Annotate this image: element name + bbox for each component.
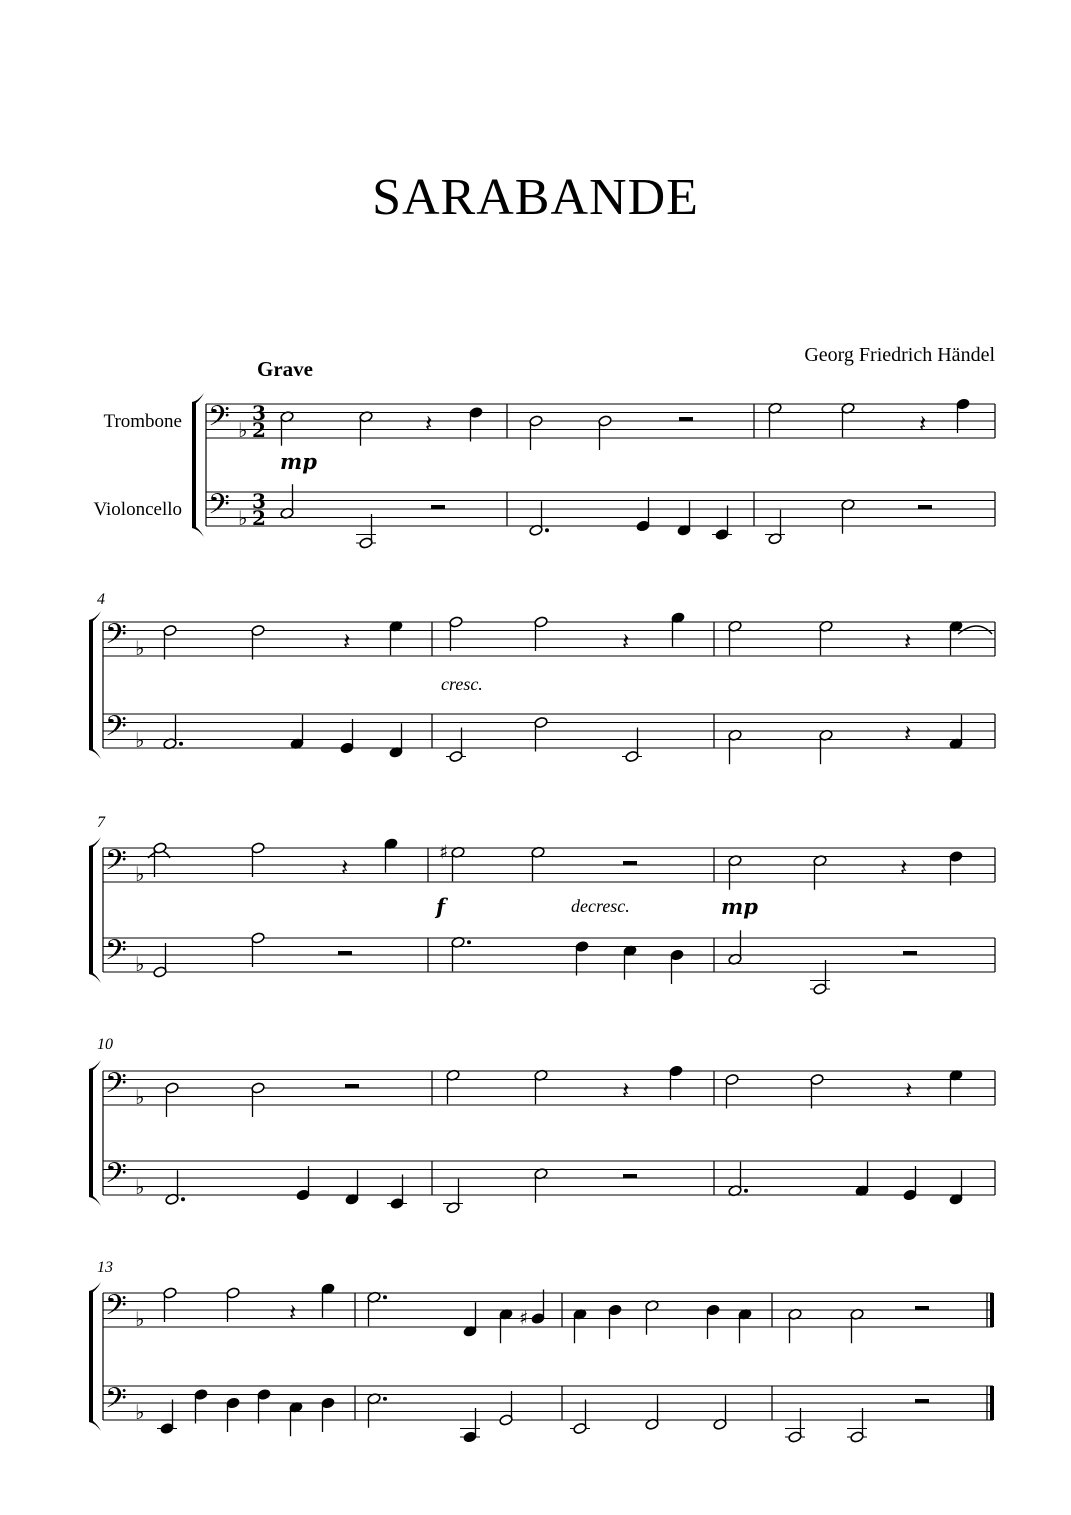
quarter-rest: 𝄽 xyxy=(905,1076,913,1105)
bracket-hook-top xyxy=(89,1060,101,1073)
bracket-hook-top xyxy=(89,611,101,624)
quarter-rest: 𝄽 xyxy=(904,627,912,656)
score-title: SARABANDE xyxy=(372,169,699,226)
time-signature-top: 3 xyxy=(252,401,266,425)
system-bracket xyxy=(89,620,93,750)
quarter-rest: 𝄽 xyxy=(919,409,927,438)
expression-cresc: cresc. xyxy=(441,674,483,694)
quarter-rest: 𝄽 xyxy=(900,853,908,882)
system-bracket xyxy=(192,402,196,528)
half-rest xyxy=(345,1084,359,1088)
bass-clef-icon: 𝄢 xyxy=(105,1289,127,1330)
half-rest xyxy=(623,1174,637,1178)
augmentation-dot xyxy=(744,1189,748,1193)
time-signature-top: 3 xyxy=(252,489,266,513)
sharp-sign-icon: ♯ xyxy=(519,1307,529,1330)
bass-clef-icon: 𝄢 xyxy=(105,1382,127,1423)
bracket-hook-bottom xyxy=(89,1193,101,1206)
half-rest xyxy=(915,1306,929,1310)
quarter-rest: 𝄽 xyxy=(341,853,349,882)
augmentation-dot xyxy=(179,742,183,746)
half-rest xyxy=(431,505,445,509)
bass-clef-icon: 𝄢 xyxy=(105,844,127,885)
quarter-rest: 𝄽 xyxy=(622,1076,630,1105)
sharp-sign-icon: ♯ xyxy=(439,841,449,864)
bracket-hook-top xyxy=(89,837,101,850)
flat-sign-icon: ♭ xyxy=(135,728,145,753)
flat-sign-icon: ♭ xyxy=(135,1307,145,1332)
bass-clef-icon: 𝄢 xyxy=(105,934,127,975)
instrument-label-violoncello: Violoncello xyxy=(93,499,182,520)
augmentation-dot xyxy=(181,1197,185,1201)
expression-decresc: decresc. xyxy=(571,896,630,916)
bass-clef-icon: 𝄢 xyxy=(105,1067,127,1108)
time-signature-bottom: 2 xyxy=(252,418,266,442)
flat-sign-icon: ♭ xyxy=(135,952,145,977)
bracket-hook-bottom xyxy=(89,970,101,983)
half-rest xyxy=(338,951,352,955)
measure-number-10: 10 xyxy=(97,1036,113,1053)
quarter-rest: 𝄽 xyxy=(622,627,630,656)
measure-number-13: 13 xyxy=(97,1259,113,1276)
measure-number-7: 7 xyxy=(97,814,105,831)
time-signature-bottom: 2 xyxy=(252,506,266,530)
final-barline xyxy=(990,1293,994,1327)
system-bracket xyxy=(89,1069,93,1197)
flat-sign-icon: ♭ xyxy=(135,636,145,661)
augmentation-dot xyxy=(383,1397,387,1401)
quarter-rest: 𝄽 xyxy=(425,409,433,438)
bracket-hook-bottom xyxy=(89,746,101,759)
bracket-hook-top xyxy=(192,393,204,406)
system-bracket xyxy=(89,846,93,974)
flat-sign-icon: ♭ xyxy=(238,506,248,531)
bass-clef-icon: 𝄢 xyxy=(105,710,127,751)
system-bracket xyxy=(89,1291,93,1422)
bass-clef-icon: 𝄢 xyxy=(208,400,230,441)
bass-clef-icon: 𝄢 xyxy=(208,488,230,529)
augmentation-dot xyxy=(383,1295,387,1299)
dynamic-f-m8: f xyxy=(436,894,446,919)
instrument-label-trombone: Trombone xyxy=(103,411,182,432)
augmentation-dot xyxy=(545,528,549,532)
flat-sign-icon: ♭ xyxy=(135,1175,145,1200)
flat-sign-icon: ♭ xyxy=(135,1085,145,1110)
flat-sign-icon: ♭ xyxy=(135,1400,145,1425)
composer-name: Georg Friedrich Händel xyxy=(804,344,995,366)
notes-layer xyxy=(105,398,992,1443)
half-rest xyxy=(903,951,917,955)
bass-clef-icon: 𝄢 xyxy=(105,618,127,659)
flat-sign-icon: ♭ xyxy=(238,418,248,443)
half-rest xyxy=(918,505,932,509)
bracket-hook-bottom xyxy=(192,524,204,537)
tempo-marking: Grave xyxy=(257,357,313,381)
staff-lines xyxy=(89,393,995,1431)
dynamic-mp-m9: mp xyxy=(721,894,758,919)
augmentation-dot xyxy=(467,940,471,944)
bass-clef-icon: 𝄢 xyxy=(105,1157,127,1198)
bracket-hook-top xyxy=(89,1282,101,1295)
half-rest xyxy=(623,861,637,865)
dynamic-mp-m1: mp xyxy=(280,449,317,474)
quarter-rest: 𝄽 xyxy=(289,1298,297,1327)
measure-number-4: 4 xyxy=(97,591,105,608)
half-rest xyxy=(915,1399,929,1403)
quarter-rest: 𝄽 xyxy=(343,627,351,656)
flat-sign-icon: ♭ xyxy=(135,862,145,887)
final-barline xyxy=(990,1386,994,1420)
bracket-hook-bottom xyxy=(89,1418,101,1431)
half-rest xyxy=(679,417,693,421)
quarter-rest: 𝄽 xyxy=(904,719,912,748)
